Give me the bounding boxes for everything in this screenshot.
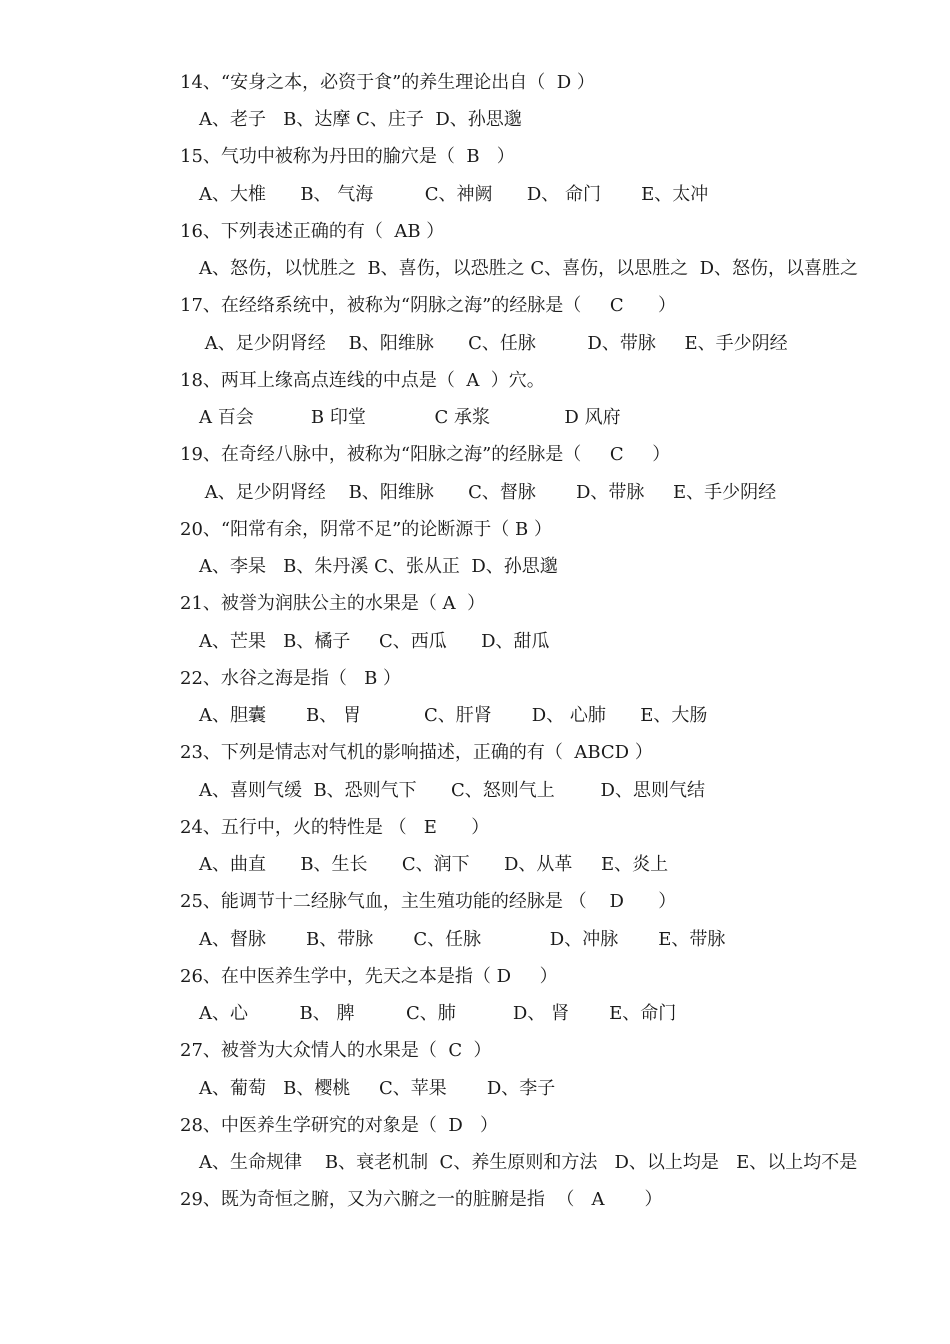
options-22: A、胆囊 B、 胃 C、肝肾 D、 心肺 E、大肠 <box>199 705 708 726</box>
options-25: A、督脉 B、带脉 C、任脉 D、冲脉 E、带脉 <box>199 929 726 950</box>
options-26: A、心 B、 脾 C、肺 D、 肾 E、命门 <box>199 1003 677 1024</box>
options-16: A、怒伤，以忧胜之 B、喜伤，以恐胜之 C、喜伤，以思胜之 D、怒伤，以喜胜之 <box>199 258 859 279</box>
question-29: 29、既为奇恒之腑，又为六腑之一的脏腑是指 （ A ） <box>180 1189 663 1210</box>
options-23: A、喜则气缓 B、恐则气下 C、怒则气上 D、思则气结 <box>199 780 705 801</box>
question-26: 26、在中医养生学中，先天之本是指（ D ） <box>180 966 558 987</box>
options-17: A、足少阴肾经 B、阳维脉 C、任脉 D、带脉 E、手少阴经 <box>199 333 788 354</box>
options-18: A 百会 B 印堂 C 承浆 D 风府 <box>199 407 621 428</box>
options-28: A、生命规律 B、衰老机制 C、养生原则和方法 D、以上均是 E、以上均不是 <box>199 1152 858 1173</box>
options-24: A、曲直 B、生长 C、润下 D、从革 E、炎上 <box>199 854 669 875</box>
options-27: A、葡萄 B、樱桃 C、苹果 D、李子 <box>199 1078 556 1099</box>
options-21: A、芒果 B、橘子 C、西瓜 D、甜瓜 <box>199 631 550 652</box>
question-17: 17、在经络系统中，被称为“阴脉之海”的经脉是（ C ） <box>180 295 677 316</box>
question-18: 18、两耳上缘高点连线的中点是（ A ）穴。 <box>180 370 545 391</box>
question-27: 27、被誉为大众情人的水果是（ C ） <box>180 1040 492 1061</box>
question-15: 15、气功中被称为丹田的腧穴是（ B ） <box>180 146 515 167</box>
options-15: A、大椎 B、 气海 C、神阙 D、 命门 E、太冲 <box>199 184 709 205</box>
question-24: 24、五行中，火的特性是 （ E ） <box>180 817 490 838</box>
question-16: 16、下列表述正确的有（ AB ） <box>180 221 445 242</box>
question-21: 21、被誉为润肤公主的水果是（ A ） <box>180 593 486 614</box>
options-20: A、李杲 B、朱丹溪 C、张从正 D、孙思邈 <box>199 556 558 577</box>
options-19: A、足少阴肾经 B、阳维脉 C、督脉 D、带脉 E、手少阴经 <box>199 482 777 503</box>
question-14: 14、“安身之本，必资于食”的养生理论出自（ D ） <box>180 72 595 93</box>
question-20: 20、“阳常有余，阴常不足”的论断源于（ B ） <box>180 519 552 540</box>
question-28: 28、中医养生学研究的对象是（ D ） <box>180 1115 498 1136</box>
question-25: 25、能调节十二经脉气血，主生殖功能的经脉是 （ D ） <box>180 891 677 912</box>
question-23: 23、下列是情志对气机的影响描述，正确的有（ ABCD ） <box>180 742 653 763</box>
question-19: 19、在奇经八脉中，被称为“阳脉之海”的经脉是（ C ） <box>180 444 671 465</box>
options-14: A、老子 B、达摩 C、庄子 D、孙思邈 <box>199 109 522 130</box>
question-22: 22、水谷之海是指（ B ） <box>180 668 402 689</box>
